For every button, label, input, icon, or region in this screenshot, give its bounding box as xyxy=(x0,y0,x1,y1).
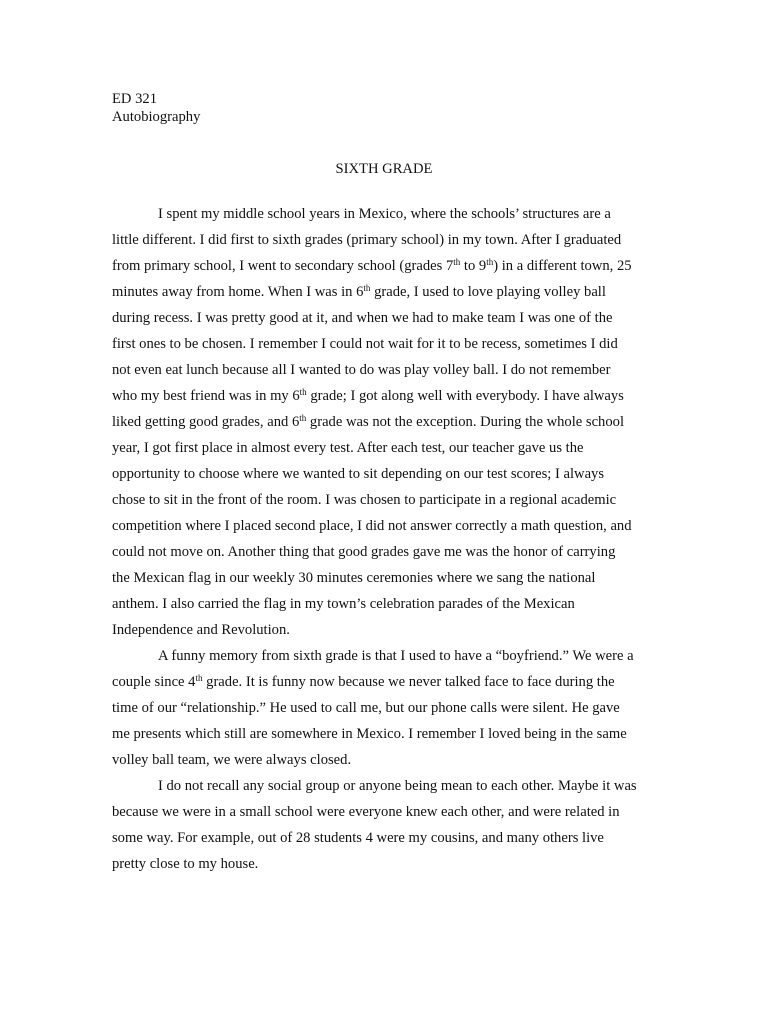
body-line xyxy=(112,851,657,877)
line-text: time of our “relationship.” He used to call me, but our phone calls were silent. He gave xyxy=(112,700,620,716)
superscript-text: th xyxy=(363,283,371,293)
line-text: anthem. I also carried the flag in my town’s celebration parades of the Mexican xyxy=(112,596,575,612)
body-line xyxy=(112,383,657,409)
line-text: little different. I did first to sixth grades (primary school) in my town. After I graduated xyxy=(112,232,622,248)
body-line xyxy=(112,695,657,721)
line-text: pretty close to my house. xyxy=(112,856,259,872)
line-text: I do not recall any social group or anyone being mean to each other. Maybe it was xyxy=(158,778,637,794)
document-type-label: Autobiography xyxy=(112,109,201,125)
line-text: opportunity to choose where we wanted to sit depending on our test scores; I always xyxy=(112,466,605,482)
body-line xyxy=(112,357,657,383)
body-line xyxy=(112,721,657,747)
body-line xyxy=(112,539,657,565)
line-text: couple since 4 xyxy=(112,674,196,690)
line-text: volley ball team, we were always closed. xyxy=(112,752,352,768)
line-text: not even eat lunch because all I wanted to do was play volley ball. I do not remember xyxy=(112,362,611,378)
line-text: ) in a different town, 25 xyxy=(493,258,632,274)
body-line xyxy=(112,487,657,513)
line-text: some way. For example, out of 28 students 4 were my cousins, and many others live xyxy=(112,830,604,846)
body-line xyxy=(112,591,657,617)
superscript-text: th xyxy=(453,257,461,267)
line-text: because we were in a small school were everyone knew each other, and were related in xyxy=(112,804,620,820)
document-title: SIXTH GRADE xyxy=(335,161,433,177)
body-line xyxy=(112,409,657,435)
line-text: during recess. I was pretty good at it, and when we had to make team I was one of the xyxy=(112,310,613,326)
line-text: grade; I got along well with everybody. I have always xyxy=(306,388,624,404)
line-text: grade, I used to love playing volley ball xyxy=(370,284,606,300)
body-line xyxy=(112,617,657,643)
body-line xyxy=(112,565,657,591)
superscript-text: th xyxy=(299,413,307,423)
body-line xyxy=(112,201,657,227)
body-line xyxy=(112,643,657,669)
body-line xyxy=(112,747,657,773)
line-text: first ones to be chosen. I remember I could not wait for it to be recess, sometimes I did xyxy=(112,336,618,352)
body-line xyxy=(112,461,657,487)
superscript-text: th xyxy=(195,673,203,683)
body-line xyxy=(112,825,657,851)
line-text: A funny memory from sixth grade is that I used to have a “boyfriend.” We were a xyxy=(158,648,634,664)
document-body xyxy=(112,201,657,877)
line-text: grade was not the exception. During the whole school xyxy=(306,414,625,430)
line-text: to 9 xyxy=(460,258,487,274)
line-text: who my best friend was in my 6 xyxy=(112,388,300,404)
course-label: ED 321 xyxy=(112,91,157,107)
line-text: liked getting good grades, and 6 xyxy=(112,414,300,430)
superscript-text: th xyxy=(299,387,307,397)
superscript-text: th xyxy=(486,257,494,267)
document-header xyxy=(112,90,200,126)
line-text: I spent my middle school years in Mexico, where the schools’ structures are a xyxy=(158,206,611,222)
body-line xyxy=(112,435,657,461)
line-text: the Mexican flag in our weekly 30 minutes ceremonies where we sang the national xyxy=(112,570,596,586)
body-line xyxy=(112,305,657,331)
body-line xyxy=(112,279,657,305)
line-text: me presents which still are somewhere in Mexico. I remember I loved being in the same xyxy=(112,726,627,742)
line-text: minutes away from home. When I was in 6 xyxy=(112,284,364,300)
body-line xyxy=(112,331,657,357)
line-text: year, I got first place in almost every test. After each test, our teacher gave us the xyxy=(112,440,584,456)
line-text: competition where I placed second place, I did not answer correctly a math question, and xyxy=(112,518,632,534)
body-line xyxy=(112,253,657,279)
line-text: chose to sit in the front of the room. I was chosen to participate in a regional academic xyxy=(112,492,617,508)
line-text: Independence and Revolution. xyxy=(112,622,290,638)
body-line xyxy=(112,227,657,253)
line-text: from primary school, I went to secondary school (grades 7 xyxy=(112,258,454,274)
body-line xyxy=(112,513,657,539)
line-text: could not move on. Another thing that good grades gave me was the honor of carrying xyxy=(112,544,616,560)
body-line xyxy=(112,773,657,799)
line-text: grade. It is funny now because we never talked face to face during the xyxy=(202,674,615,690)
body-line xyxy=(112,669,657,695)
body-line xyxy=(112,799,657,825)
